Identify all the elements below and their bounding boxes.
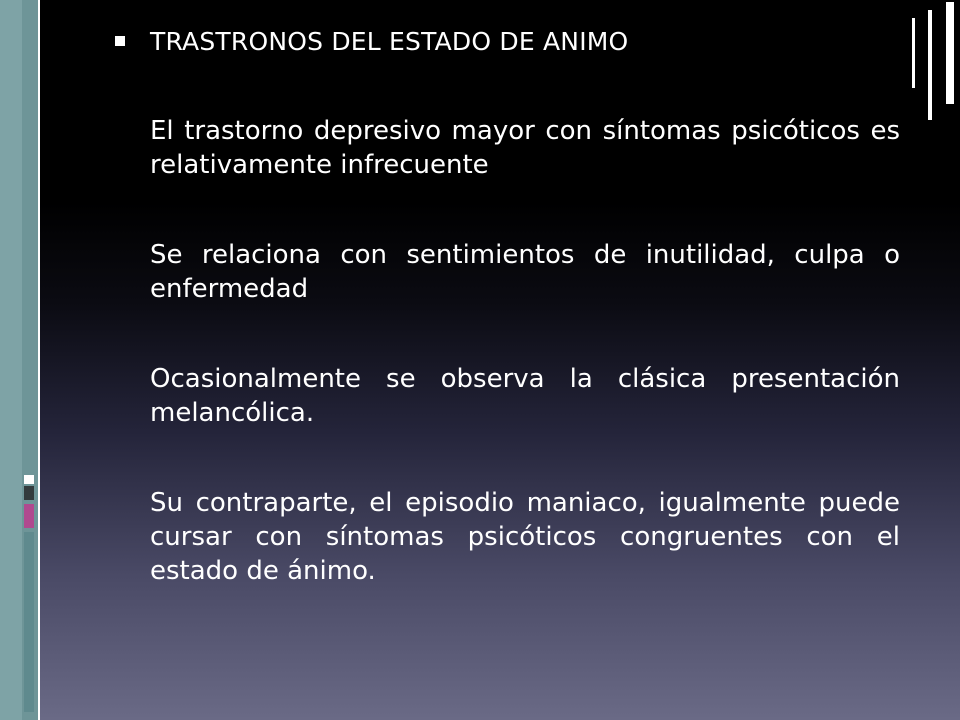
slide-heading xyxy=(100,22,900,62)
decor-bar-right-2 xyxy=(928,10,932,120)
square-bullet-icon xyxy=(115,36,125,46)
decor-bar-right-3 xyxy=(912,18,915,88)
decor-block-left-2 xyxy=(24,486,34,500)
decor-block-left-magenta xyxy=(24,504,34,528)
left-decorative-strip-inner xyxy=(0,0,22,720)
paragraph-3: Ocasionalmente se observa la clásica presentación melancólica. xyxy=(150,364,900,428)
heading-text: TRASTRONOS DEL ESTADO DE ANIMO xyxy=(150,27,629,56)
paragraph-4: Su contraparte, el episodio maniaco, igualmente puede cursar con síntomas psicóticos congruentes con el estado de ánimo. xyxy=(150,488,900,586)
decor-block-left-4 xyxy=(24,532,34,712)
paragraph-1: El trastorno depresivo mayor con síntomas psicóticos es relativamente infrecuente xyxy=(150,116,900,180)
paragraph-2: Se relaciona con sentimientos de inutilidad, culpa o enfermedad xyxy=(150,240,900,304)
left-divider-line xyxy=(38,0,40,720)
decor-block-left-1 xyxy=(24,475,34,484)
slide-content xyxy=(100,22,900,614)
decor-bar-right-1 xyxy=(946,2,954,104)
